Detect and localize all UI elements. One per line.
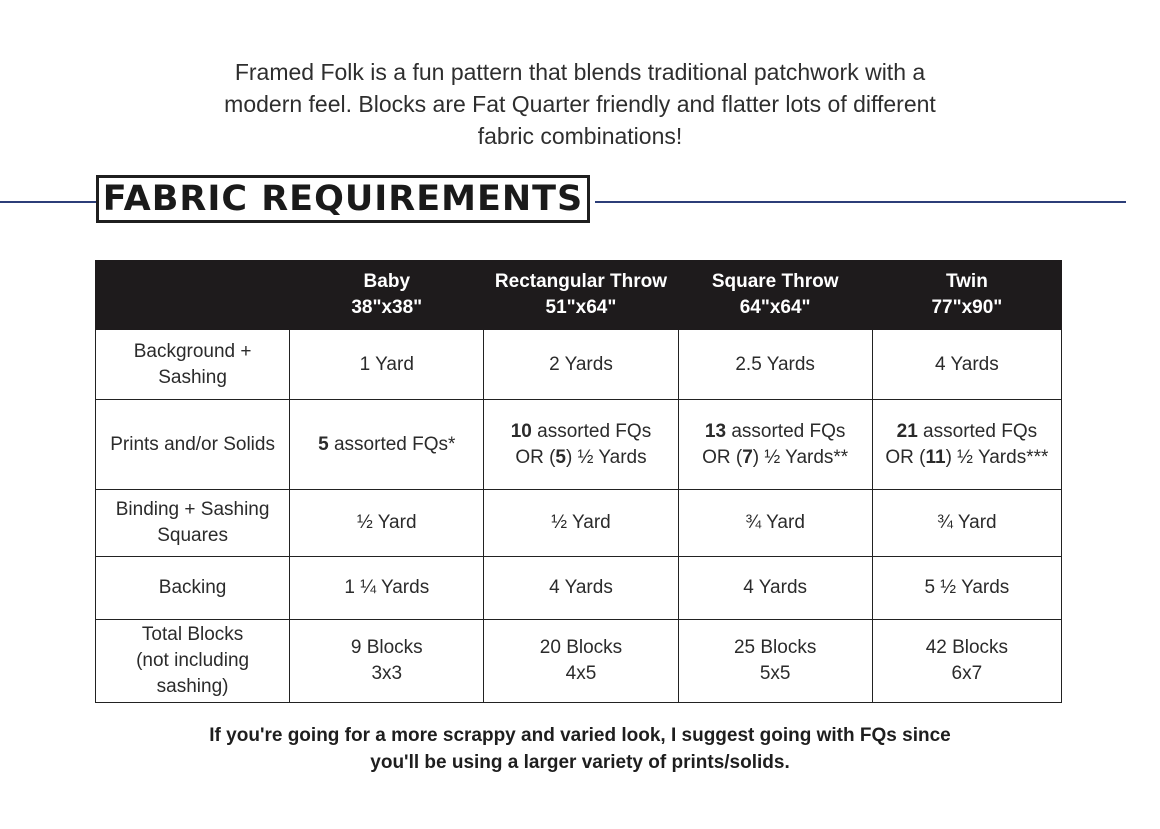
half-yard-count: 11	[925, 446, 946, 468]
row-label-line: sashing)	[156, 676, 229, 697]
cell-rectangular-throw: 2 Yards	[484, 330, 678, 400]
cell-rectangular-throw: 4 Yards	[484, 557, 678, 620]
cell-square-throw: ¾ Yard	[678, 490, 872, 557]
fabric-requirements-table	[95, 260, 1062, 703]
intro-line: Framed Folk is a fun pattern that blends traditional patchwork with a	[234, 59, 926, 85]
cell-baby: 1 ¼ Yards	[290, 557, 484, 620]
intro-paragraph	[160, 56, 1000, 152]
fq-text: assorted FQs	[726, 420, 846, 442]
table-header-row	[96, 261, 1062, 330]
table-row-binding	[96, 490, 1062, 557]
row-label: Prints and/or Solids	[96, 400, 290, 490]
header-name: Square Throw	[711, 271, 839, 292]
table-row-backing	[96, 557, 1062, 620]
cell-baby: ½ Yard	[290, 490, 484, 557]
header-square-throw	[678, 261, 872, 330]
cell-twin: 4 Yards	[872, 330, 1061, 400]
cell-baby	[290, 400, 484, 490]
cell-rectangular-throw	[484, 620, 678, 703]
half-yard-count: 7	[742, 446, 753, 468]
section-heading	[96, 175, 590, 223]
fq-count: 10	[510, 420, 532, 442]
half-yard-count: 5	[555, 446, 566, 468]
heading-rule-left	[0, 201, 96, 203]
block-grid: 3x3	[371, 663, 403, 684]
header-name: Twin	[945, 271, 988, 292]
cell-baby: 1 Yard	[290, 330, 484, 400]
intro-line: modern feel. Blocks are Fat Quarter friendly and flatter lots of different	[224, 91, 936, 117]
fq-count: 13	[704, 420, 727, 442]
block-count: 9 Blocks	[350, 637, 423, 658]
row-label-line: Background +	[133, 340, 252, 362]
cell-square-throw	[678, 400, 872, 490]
header-baby	[290, 261, 484, 330]
row-label	[96, 490, 290, 557]
row-label	[96, 330, 290, 400]
table-row-blocks	[96, 620, 1062, 703]
heading-rule-right	[595, 201, 1126, 203]
header-size: 51"x64"	[545, 297, 617, 318]
or-text: ) ½ Yards	[566, 446, 647, 468]
cell-twin	[872, 620, 1061, 703]
cell-square-throw: 2.5 Yards	[678, 330, 872, 400]
fq-text: assorted FQs	[531, 420, 652, 442]
fq-text: assorted FQs*	[328, 433, 456, 455]
cell-baby	[290, 620, 484, 703]
header-size: 64"x64"	[739, 297, 811, 318]
block-grid: 4x5	[565, 663, 597, 684]
row-label	[96, 620, 290, 703]
row-label-line: Binding + Sashing	[115, 499, 270, 520]
or-text: OR (	[702, 446, 743, 468]
intro-line: fabric combinations!	[477, 123, 683, 149]
or-text: OR (	[885, 446, 926, 468]
cell-rectangular-throw	[484, 400, 678, 490]
cell-twin: 5 ½ Yards	[872, 557, 1061, 620]
header-rectangular-throw	[484, 261, 678, 330]
block-count: 20 Blocks	[539, 637, 623, 658]
footnote-line: you'll be using a larger variety of prints/solids.	[370, 752, 790, 773]
footnote-line: If you're going for a more scrappy and varied look, I suggest going with FQs since	[209, 725, 951, 746]
footnote	[160, 722, 1000, 776]
block-grid: 5x5	[759, 663, 791, 684]
header-size: 38"x38"	[351, 297, 423, 318]
cell-twin: ¾ Yard	[872, 490, 1061, 557]
fq-text: assorted FQs	[917, 420, 1038, 442]
block-count: 42 Blocks	[925, 637, 1009, 658]
block-count: 25 Blocks	[733, 637, 817, 658]
or-text: OR (	[515, 446, 556, 468]
cell-rectangular-throw: ½ Yard	[484, 490, 678, 557]
table-row-background	[96, 330, 1062, 400]
fq-count: 5	[318, 433, 329, 455]
section-heading-text: FABRIC REQUIREMENTS	[102, 179, 584, 219]
header-name: Rectangular Throw	[494, 271, 667, 292]
header-empty	[96, 261, 290, 330]
row-label: Backing	[96, 557, 290, 620]
row-label-line: Total Blocks	[141, 624, 244, 645]
or-text: ) ½ Yards***	[945, 446, 1049, 468]
header-name: Baby	[363, 271, 411, 292]
row-label-line: (not including	[136, 650, 250, 671]
header-size: 77"x90"	[931, 297, 1003, 318]
cell-square-throw: 4 Yards	[678, 557, 872, 620]
row-label-line: Squares	[157, 525, 228, 546]
block-grid: 6x7	[951, 663, 983, 684]
fq-count: 21	[896, 420, 918, 442]
row-label-line: Sashing	[158, 366, 227, 388]
header-twin	[872, 261, 1061, 330]
cell-twin	[872, 400, 1061, 490]
table-row-prints	[96, 400, 1062, 490]
or-text: ) ½ Yards**	[752, 446, 849, 468]
cell-square-throw	[678, 620, 872, 703]
